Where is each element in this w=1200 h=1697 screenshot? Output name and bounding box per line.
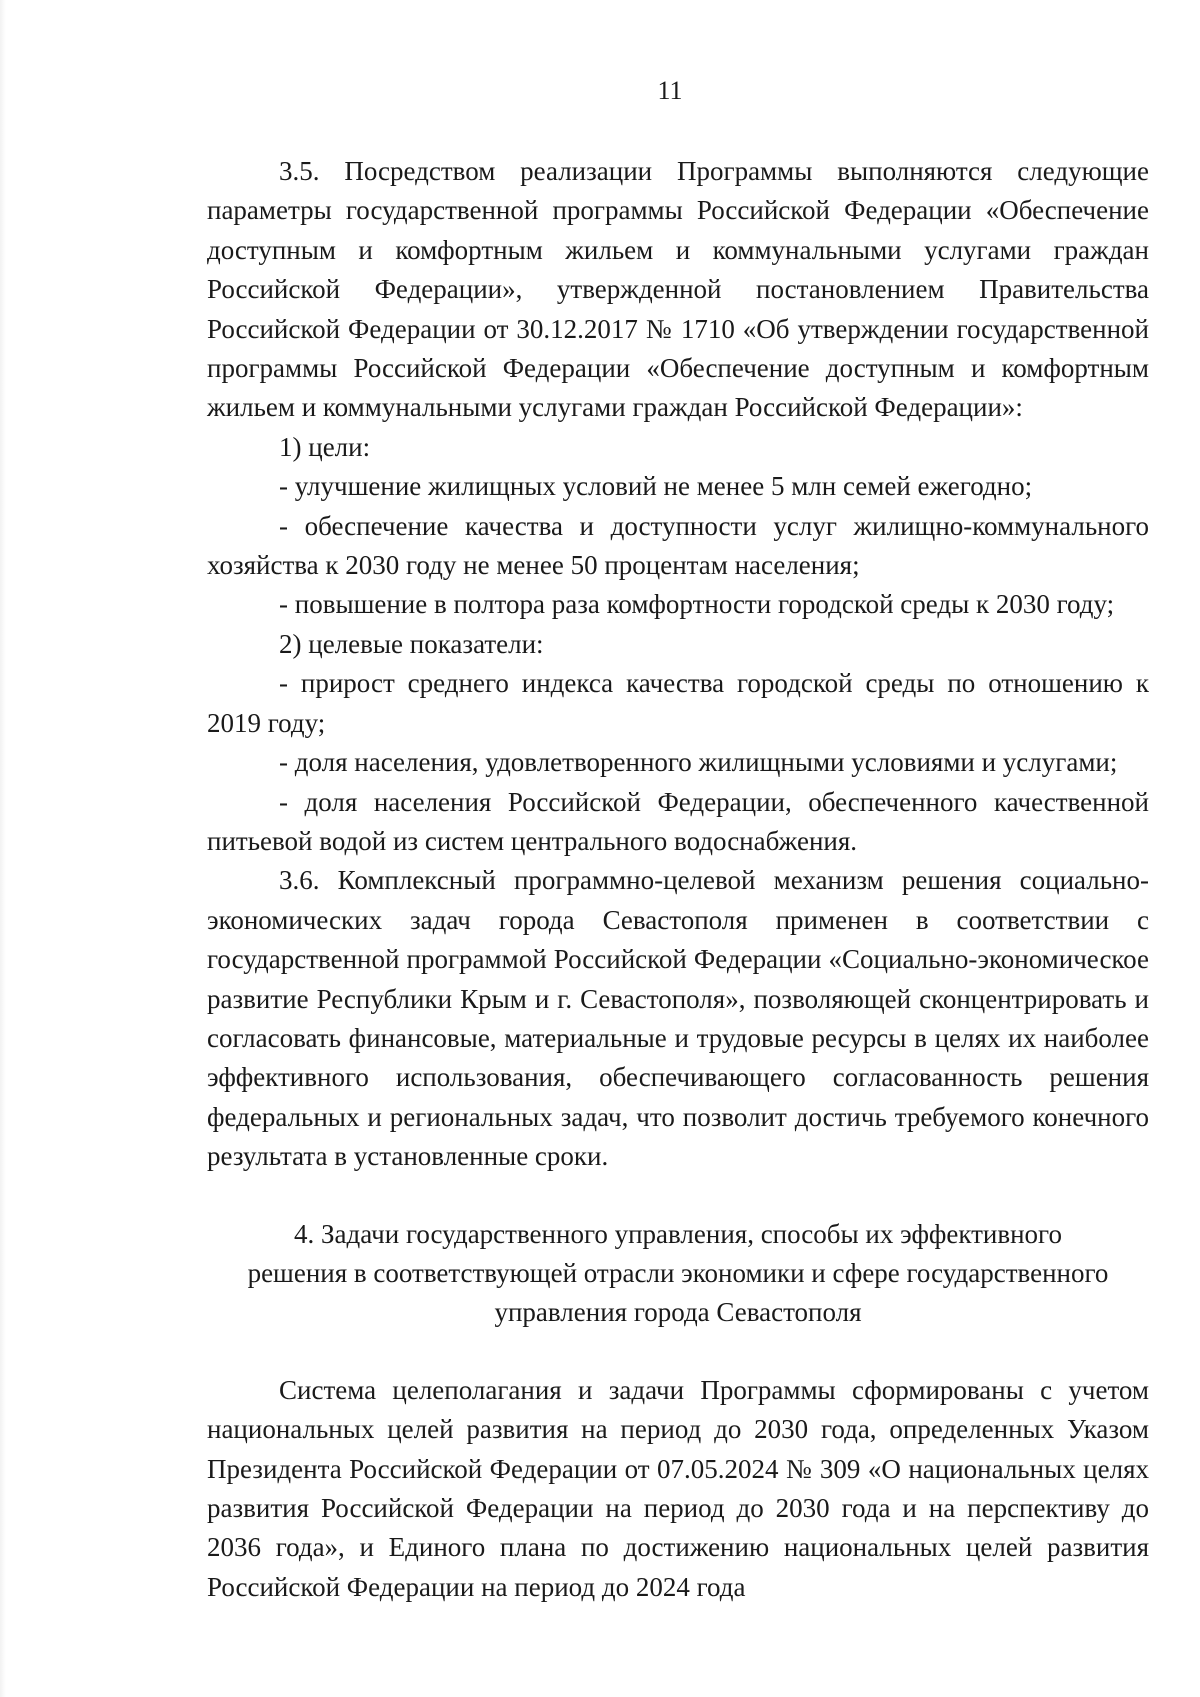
section-heading xyxy=(207,1215,1149,1333)
section-heading-line: 4. Задачи государственного управления, способы их эффективного xyxy=(294,1218,1062,1249)
paragraph-3-6: 3.6. Комплексный программно-целевой механизм решения социально-экономических задач города Севастополя применен в соответствии с государственной программой Российской Федерации «Социально-экономическое развитие Республики Крым и г. Севастополя», позволяющей сконцентрировать и согласовать финансовые, материальные и трудовые ресурсы в целях их наиболее эффективного использования, обеспечивающего согласованность решения федеральных и региональных задач, что позволит достичь требуемого конечного результата в установленные сроки. xyxy=(207,865,1149,1172)
page-number: 11 xyxy=(657,76,683,105)
paragraph-3-5: 3.5. Посредством реализации Программы выполняются следующие параметры государственной программы Российской Федерации «Обеспечение доступным и комфортным жильем и коммунальными услугами граждан Российской Федерации», утвержденной постановлением Правительства Российской Федерации от 30.12.2017 № 1710 «Об утверждении государственной программы Российской Федерации «Обеспечение доступным и комфортным жильем и коммунальными услугами граждан Российской Федерации»: xyxy=(207,156,1149,423)
goal-item: - улучшение жилищных условий не менее 5 млн семей ежегодно; xyxy=(279,471,1033,502)
goal-item: - обеспечение качества и доступности услуг жилищно-коммунального хозяйства к 2030 году не менее 50 процентам населения; xyxy=(207,510,1149,581)
paragraph-goal-setting: Система целеполагания и задачи Программы сформированы с учетом национальных целей развития на период до 2030 года, определенных Указом Президента Российской Федерации от 07.05.2024 № 309 «О национальных целях развития Российской Федерации на период до 2030 года и на перспективу до 2036 года», и Единого плана по достижению национальных целей развития Российской Федерации на период до 2024 года xyxy=(207,1374,1149,1602)
scan-margin-shade xyxy=(0,0,6,1697)
indicator-item: - доля населения Российской Федерации, обеспеченного качественной питьевой водой из систем центрального водоснабжения. xyxy=(207,786,1149,856)
section-heading-line: управления города Севастополя xyxy=(494,1297,862,1328)
document-body xyxy=(207,152,1149,1607)
indicators-label: 2) целевые показатели: xyxy=(279,628,544,659)
goals-label: 1) цели: xyxy=(279,431,371,462)
indicator-item: - доля населения, удовлетворенного жилищными условиями и услугами; xyxy=(279,747,1118,778)
goal-item: - повышение в полтора раза комфортности городской среды к 2030 году; xyxy=(279,589,1115,620)
indicator-item: - прирост среднего индекса качества городской среды по отношению к 2019 году; xyxy=(207,668,1149,738)
section-heading-line: решения в соответствующей отрасли экономики и сфере государственного xyxy=(247,1257,1109,1288)
